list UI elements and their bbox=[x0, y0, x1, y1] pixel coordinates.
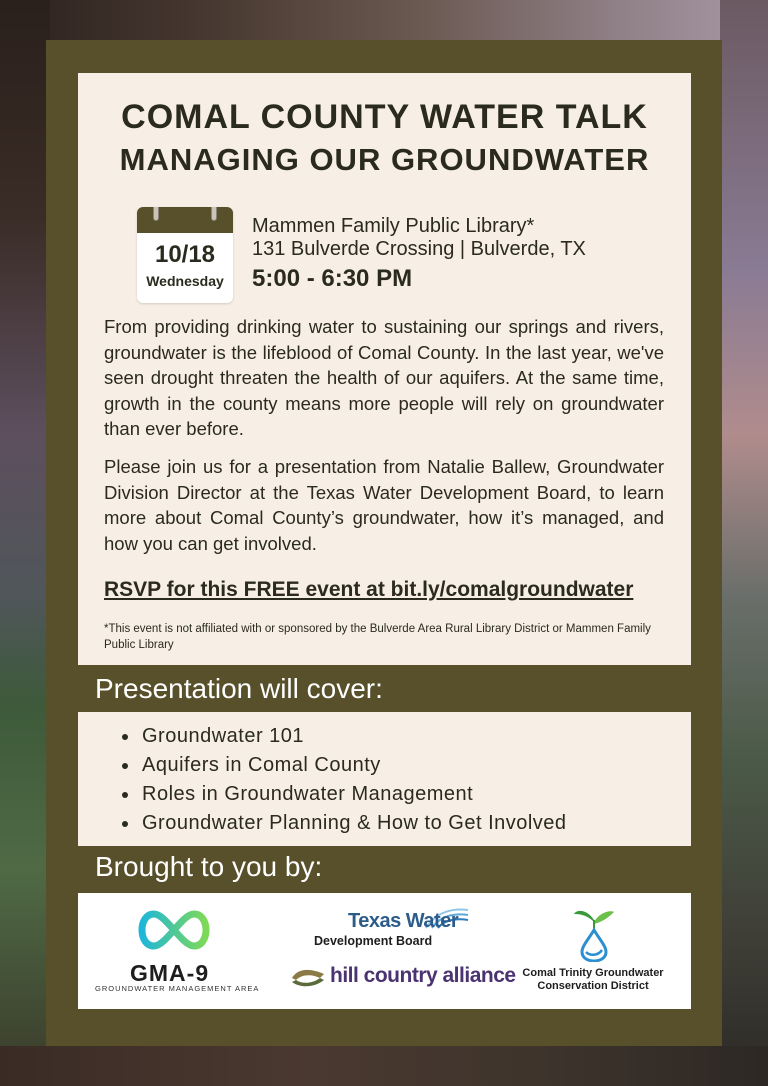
description-paragraph-2: Please join us for a presentation from Natalie Ballew, Groundwater Division Director at the Texas Water Development Board, to learn more about Comal County’s groundwater, how it’s managed, and how you can get involved. bbox=[104, 456, 664, 554]
calendar-icon bbox=[137, 207, 233, 303]
event-time: 5:00 - 6:30 PM bbox=[252, 265, 413, 292]
gma-logo-text: GMA-9 bbox=[130, 960, 210, 986]
calendar-ring-icon bbox=[211, 207, 217, 221]
list-item: Groundwater Planning & How to Get Involved bbox=[120, 809, 567, 838]
list-item: Groundwater 101 bbox=[120, 722, 567, 751]
background-photo-left bbox=[0, 0, 50, 1086]
ctgcd-drop-logo-icon bbox=[572, 906, 616, 962]
event-title: COMAL COUNTY WATER TALK bbox=[121, 98, 648, 136]
venue-address: 131 Bulverde Crossing | Bulverde, TX bbox=[252, 238, 586, 260]
twdb-logo-text: Texas Water bbox=[348, 910, 459, 932]
rsvp-link[interactable]: RSVP for this FREE event at bit.ly/comalgroundwater bbox=[104, 578, 634, 601]
list-item: Roles in Groundwater Management bbox=[120, 780, 567, 809]
disclaimer-note: *This event is not affiliated with or sponsored by the Bulverde Area Rural Library District or Mammen Family Public Library bbox=[104, 623, 651, 651]
calendar-header bbox=[137, 207, 233, 233]
bullet-icon bbox=[122, 763, 128, 769]
cover-heading: Presentation will cover: bbox=[78, 667, 480, 712]
hill-country-alliance-text: hill country alliance bbox=[330, 964, 516, 987]
event-weekday: Wednesday bbox=[146, 273, 224, 289]
background-photo-right bbox=[720, 0, 768, 1086]
list-item: Aquifers in Comal County bbox=[120, 751, 567, 780]
bullet-icon bbox=[122, 734, 128, 740]
event-date: 10/18 bbox=[154, 241, 216, 268]
hill-country-alliance-hands-icon bbox=[290, 964, 326, 990]
gma-logo-subtitle: GROUNDWATER MANAGEMENT AREA bbox=[95, 984, 260, 993]
sponsors-heading: Brought to you by: bbox=[95, 851, 323, 882]
venue-name: Mammen Family Public Library* bbox=[252, 215, 535, 237]
ctgcd-logo-subtitle: Conservation District bbox=[537, 980, 649, 992]
twdb-logo-subtitle: Development Board bbox=[314, 934, 433, 948]
ctgcd-logo-text: Comal Trinity Groundwater bbox=[522, 967, 664, 979]
gma-infinity-logo-icon bbox=[132, 906, 216, 954]
bullet-icon bbox=[122, 792, 128, 798]
description-paragraph-1: From providing drinking water to sustaining our springs and rivers, groundwater is the lifeblood of Comal County. In the last year, we've seen drought threaten the health of our aquifers. At the same time, growth in the county means more people will rely on groundwater than ever before. bbox=[104, 316, 664, 439]
event-subtitle: MANAGING OUR GROUNDWATER bbox=[119, 142, 650, 177]
background-photo-top bbox=[0, 0, 768, 42]
calendar-ring-icon bbox=[153, 207, 159, 221]
topics-list bbox=[120, 722, 567, 838]
bullet-icon bbox=[122, 821, 128, 827]
background-photo-bottom bbox=[0, 1046, 768, 1086]
